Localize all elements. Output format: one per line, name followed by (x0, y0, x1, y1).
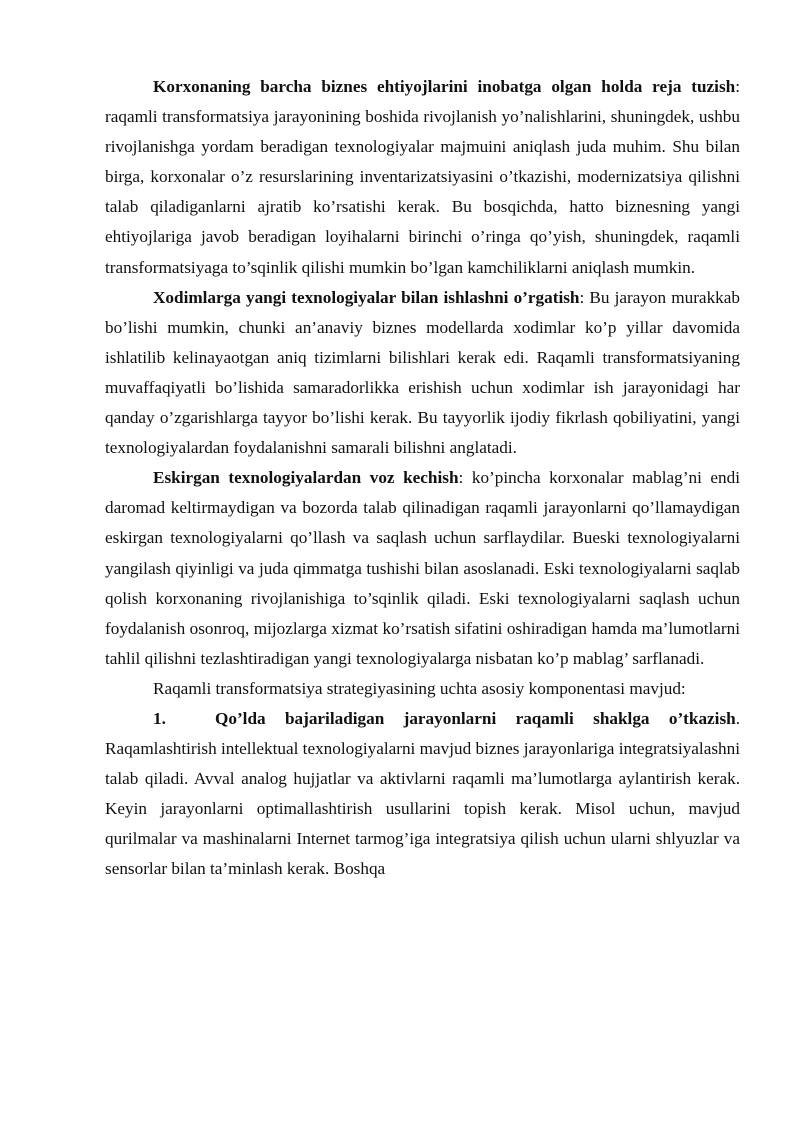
paragraph-business-plan (105, 72, 740, 283)
paragraph-body: : ko’pincha korxonalar mablag’ni endi daromad keltirmaydigan va bozorda talab qilinadigan raqamli jarayonlarni qo’llamaydigan eskirgan texnologiyalarni qo’llash va saqlash uchun sarflaydilar. Bueski texnologiyalarni yangilash qiyinligi va juda qimmatga tushishi bilan asoslanadi. Eski texnologiyalarni saqlab qolish korxonaning rivojlanishiga to’sqinlik qiladi. Eski texnologiyalarni saqlash uchun foydalanish osonroq, mijozlarga xizmat ko’rsatish sifatini oshiradigan hamda ma’lumotlarni tahlil qilishni tezlashtiradigan yangi texnologiyalarga nisbatan ko’p mablag’ sarflanadi. (105, 468, 740, 668)
paragraph-heading: Eskirgan texnologiyalardan voz kechish (153, 468, 459, 488)
paragraph-body: : raqamli transformatsiya jarayonining boshida rivojlanish yo’nalishlarini, shuningdek, ushbu rivojlanishga yordam beradigan texnologiyalar majmuini aniqlash juda muhim. Shu bilan birga, korxonalar o’z resurslarining inventarizatsiyasini o’tkazishi, modernizatsiya qilishni talab qiladiganlarni ajratib ko’rsatishi kerak. Bu bosqichda, hatto biznesning yangi ehtiyojlariga javob beradigan loyihalarni birinchi o’ringa qo’yish, shuningdek, raqamli transformatsiyaga to’sqinlik qilishi mumkin bo’lgan kamchiliklarni aniqlash mumkin. (105, 77, 740, 277)
list-item-heading: Qo’lda bajariladigan jarayonlarni raqamli shaklga o’tkazish (215, 708, 736, 728)
paragraph-outdated-tech (105, 463, 740, 674)
paragraph-staff-training (105, 283, 740, 464)
list-number: 1. (153, 708, 166, 728)
document-page (105, 72, 740, 885)
list-item-1 (105, 704, 740, 885)
paragraph-heading: Korxonaning barcha biznes ehtiyojlarini inobatga olgan holda reja tuzish (153, 77, 736, 96)
intro-line: Raqamli transformatsiya strategiyasining uchta asosiy komponentasi mavjud: (153, 678, 686, 698)
paragraph-heading: Xodimlarga yangi texnologiyalar bilan ishlashni o’rgatish (153, 287, 580, 307)
list-item-body: . Raqamlashtirish intellektual texnologiyalarni mavjud biznes jarayonlariga integratsiyalashni talab qiladi. Avval analog hujjatlar va aktivlarni raqamli ma’lumotlarga aylantirish kerak. Keyin jarayonlarni optimallashtirish usullarini topish kerak. Misol uchun, mavjud qurilmalar va mashinalarni Internet tarmog’iga integratsiya qilish uchun ularni shlyuzlar va sensorlar bilan ta’minlash kerak. Boshqa (105, 708, 740, 879)
paragraph-body: : Bu jarayon murakkab bo’lishi mumkin, chunki an’anaviy biznes modellarda xodimlar ko’p yillar davomida ishlatilib kelinayaotgan aniq tizimlarni bilishlari kerak edi. Raqamli transformatsiyaning muvaffaqiyatli bo’lishida samaradorlikka erishish uchun xodimlar ish jarayonidagi har qanday o’zgarishlarga tayyor bo’lishi kerak. Bu tayyorlik ijodiy fikrlash qobiliyatini, yangi texnologiyalardan foydalanishni samarali bilishni anglatadi. (105, 287, 740, 458)
